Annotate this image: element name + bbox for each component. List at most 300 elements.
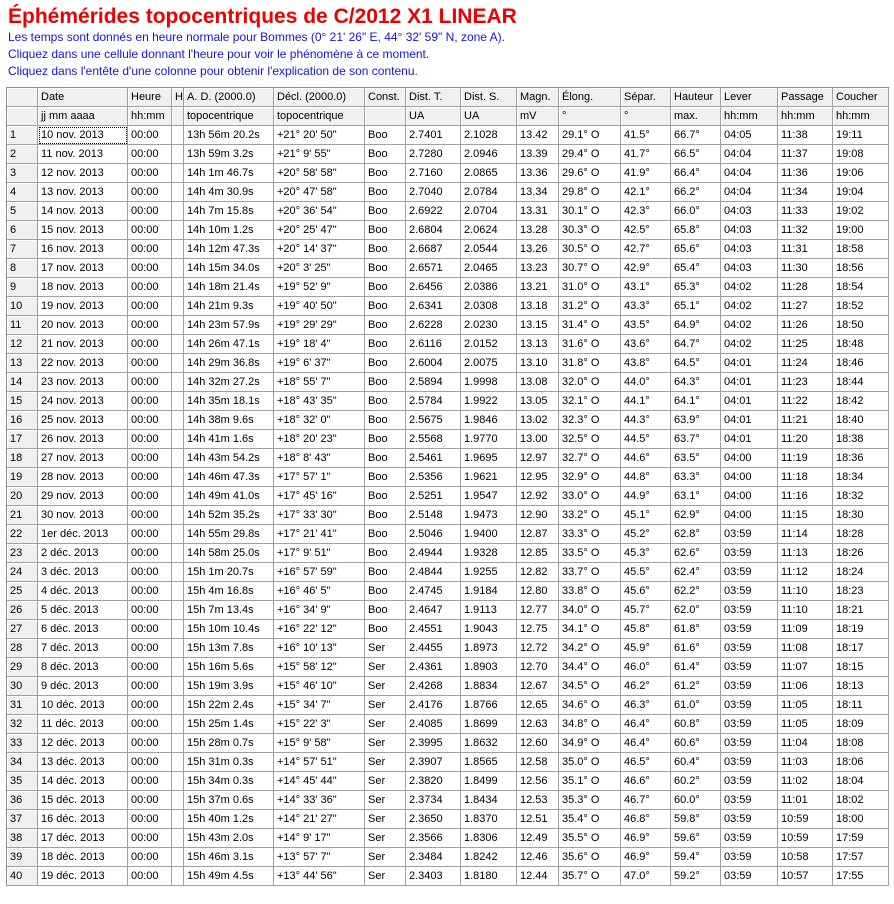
cell-set-time[interactable]: 18:54	[833, 278, 889, 297]
cell-transit-time[interactable]: 11:08	[778, 639, 833, 658]
cell-transit-time[interactable]: 11:05	[778, 696, 833, 715]
cell-separation[interactable]: 44.1°	[621, 392, 671, 411]
cell-separation[interactable]: 45.7°	[621, 601, 671, 620]
cell-earth-distance[interactable]: 2.6804	[406, 221, 461, 240]
cell-time[interactable]: 00:00	[128, 221, 172, 240]
cell-magnitude[interactable]: 12.77	[517, 601, 559, 620]
cell-set-time[interactable]: 18:21	[833, 601, 889, 620]
cell-sun-distance[interactable]: 1.8180	[461, 867, 517, 886]
cell-h-flag[interactable]	[172, 867, 184, 886]
cell-max-altitude[interactable]: 64.1°	[671, 392, 721, 411]
cell-transit-time[interactable]: 11:33	[778, 202, 833, 221]
cell-magnitude[interactable]: 12.63	[517, 715, 559, 734]
cell-elongation[interactable]: 34.4° O	[559, 658, 621, 677]
cell-set-time[interactable]: 18:06	[833, 753, 889, 772]
cell-sun-distance[interactable]: 1.8306	[461, 829, 517, 848]
cell-date[interactable]: 1er déc. 2013	[38, 525, 128, 544]
cell-rise-time[interactable]: 04:03	[721, 259, 778, 278]
cell-declination[interactable]: +16° 46' 5"	[274, 582, 365, 601]
cell-separation[interactable]: 42.1°	[621, 183, 671, 202]
cell-rise-time[interactable]: 04:01	[721, 411, 778, 430]
cell-earth-distance[interactable]: 2.6687	[406, 240, 461, 259]
cell-rise-time[interactable]: 04:01	[721, 373, 778, 392]
cell-earth-distance[interactable]: 2.3734	[406, 791, 461, 810]
cell-sun-distance[interactable]: 1.8499	[461, 772, 517, 791]
cell-set-time[interactable]: 18:02	[833, 791, 889, 810]
cell-right-ascension[interactable]: 15h 13m 7.8s	[184, 639, 274, 658]
column-unit-magnitude[interactable]: mV	[517, 107, 559, 126]
cell-magnitude[interactable]: 12.92	[517, 487, 559, 506]
cell-rise-time[interactable]: 04:04	[721, 164, 778, 183]
cell-set-time[interactable]: 19:00	[833, 221, 889, 240]
cell-elongation[interactable]: 33.5° O	[559, 544, 621, 563]
cell-separation[interactable]: 47.0°	[621, 867, 671, 886]
cell-separation[interactable]: 44.0°	[621, 373, 671, 392]
cell-max-altitude[interactable]: 59.4°	[671, 848, 721, 867]
cell-declination[interactable]: +14° 9' 17"	[274, 829, 365, 848]
column-header-transit-time[interactable]: Passage	[778, 88, 833, 107]
cell-right-ascension[interactable]: 14h 7m 15.8s	[184, 202, 274, 221]
cell-date[interactable]: 17 nov. 2013	[38, 259, 128, 278]
cell-rise-time[interactable]: 03:59	[721, 867, 778, 886]
column-unit-set-time[interactable]: hh:mm	[833, 107, 889, 126]
cell-right-ascension[interactable]: 15h 25m 1.4s	[184, 715, 274, 734]
cell-declination[interactable]: +16° 22' 12"	[274, 620, 365, 639]
cell-time[interactable]: 00:00	[128, 373, 172, 392]
cell-separation[interactable]: 46.4°	[621, 734, 671, 753]
cell-max-altitude[interactable]: 62.2°	[671, 582, 721, 601]
cell-magnitude[interactable]: 13.23	[517, 259, 559, 278]
cell-elongation[interactable]: 31.0° O	[559, 278, 621, 297]
cell-constellation[interactable]: Boo	[365, 487, 406, 506]
table-row[interactable]	[7, 582, 889, 601]
table-row[interactable]	[7, 202, 889, 221]
cell-constellation[interactable]: Ser	[365, 867, 406, 886]
cell-sun-distance[interactable]: 1.8565	[461, 753, 517, 772]
cell-max-altitude[interactable]: 63.9°	[671, 411, 721, 430]
cell-separation[interactable]: 44.8°	[621, 468, 671, 487]
cell-elongation[interactable]: 33.2° O	[559, 506, 621, 525]
column-unit-date[interactable]: jj mm aaaa	[38, 107, 128, 126]
cell-elongation[interactable]: 34.5° O	[559, 677, 621, 696]
cell-set-time[interactable]: 18:28	[833, 525, 889, 544]
cell-time[interactable]: 00:00	[128, 696, 172, 715]
cell-separation[interactable]: 45.1°	[621, 506, 671, 525]
cell-elongation[interactable]: 33.0° O	[559, 487, 621, 506]
cell-sun-distance[interactable]: 1.8973	[461, 639, 517, 658]
cell-separation[interactable]: 46.3°	[621, 696, 671, 715]
table-row[interactable]	[7, 278, 889, 297]
cell-set-time[interactable]: 18:34	[833, 468, 889, 487]
cell-transit-time[interactable]: 10:59	[778, 829, 833, 848]
cell-h-flag[interactable]	[172, 639, 184, 658]
cell-set-time[interactable]: 18:19	[833, 620, 889, 639]
cell-sun-distance[interactable]: 1.9621	[461, 468, 517, 487]
cell-set-time[interactable]: 18:38	[833, 430, 889, 449]
cell-date[interactable]: 7 déc. 2013	[38, 639, 128, 658]
table-row[interactable]	[7, 829, 889, 848]
cell-magnitude[interactable]: 13.34	[517, 183, 559, 202]
cell-constellation[interactable]: Ser	[365, 829, 406, 848]
cell-h-flag[interactable]	[172, 829, 184, 848]
cell-right-ascension[interactable]: 15h 43m 2.0s	[184, 829, 274, 848]
cell-set-time[interactable]: 19:02	[833, 202, 889, 221]
cell-date[interactable]: 8 déc. 2013	[38, 658, 128, 677]
cell-sun-distance[interactable]: 1.9998	[461, 373, 517, 392]
cell-time[interactable]: 00:00	[128, 829, 172, 848]
cell-elongation[interactable]: 32.1° O	[559, 392, 621, 411]
cell-earth-distance[interactable]: 2.4455	[406, 639, 461, 658]
cell-rise-time[interactable]: 04:04	[721, 183, 778, 202]
cell-separation[interactable]: 45.2°	[621, 525, 671, 544]
cell-elongation[interactable]: 35.3° O	[559, 791, 621, 810]
cell-sun-distance[interactable]: 1.8632	[461, 734, 517, 753]
cell-constellation[interactable]: Ser	[365, 810, 406, 829]
cell-rise-time[interactable]: 03:59	[721, 829, 778, 848]
cell-elongation[interactable]: 34.1° O	[559, 620, 621, 639]
cell-magnitude[interactable]: 12.60	[517, 734, 559, 753]
cell-date[interactable]: 15 nov. 2013	[38, 221, 128, 240]
cell-set-time[interactable]: 18:32	[833, 487, 889, 506]
cell-transit-time[interactable]: 11:38	[778, 126, 833, 145]
cell-elongation[interactable]: 34.9° O	[559, 734, 621, 753]
cell-magnitude[interactable]: 12.72	[517, 639, 559, 658]
cell-rise-time[interactable]: 04:00	[721, 506, 778, 525]
cell-constellation[interactable]: Ser	[365, 791, 406, 810]
cell-transit-time[interactable]: 11:27	[778, 297, 833, 316]
cell-magnitude[interactable]: 13.31	[517, 202, 559, 221]
cell-sun-distance[interactable]: 2.0465	[461, 259, 517, 278]
cell-date[interactable]: 26 nov. 2013	[38, 430, 128, 449]
cell-declination[interactable]: +21° 20' 50"	[274, 126, 365, 145]
table-row[interactable]	[7, 658, 889, 677]
cell-declination[interactable]: +20° 3' 25"	[274, 259, 365, 278]
cell-earth-distance[interactable]: 2.5046	[406, 525, 461, 544]
cell-elongation[interactable]: 29.4° O	[559, 145, 621, 164]
cell-transit-time[interactable]: 11:06	[778, 677, 833, 696]
cell-h-flag[interactable]	[172, 183, 184, 202]
cell-transit-time[interactable]: 11:10	[778, 601, 833, 620]
cell-set-time[interactable]: 18:17	[833, 639, 889, 658]
cell-time[interactable]: 00:00	[128, 278, 172, 297]
cell-right-ascension[interactable]: 14h 32m 27.2s	[184, 373, 274, 392]
cell-time[interactable]: 00:00	[128, 791, 172, 810]
column-header-h-flag[interactable]: H	[172, 88, 184, 107]
cell-separation[interactable]: 44.9°	[621, 487, 671, 506]
cell-transit-time[interactable]: 11:32	[778, 221, 833, 240]
cell-set-time[interactable]: 17:55	[833, 867, 889, 886]
cell-rise-time[interactable]: 04:00	[721, 449, 778, 468]
cell-separation[interactable]: 46.2°	[621, 677, 671, 696]
cell-h-flag[interactable]	[172, 240, 184, 259]
cell-earth-distance[interactable]: 2.6228	[406, 316, 461, 335]
cell-constellation[interactable]: Ser	[365, 677, 406, 696]
cell-separation[interactable]: 41.9°	[621, 164, 671, 183]
cell-elongation[interactable]: 30.3° O	[559, 221, 621, 240]
cell-rise-time[interactable]: 04:02	[721, 297, 778, 316]
cell-h-flag[interactable]	[172, 354, 184, 373]
cell-elongation[interactable]: 32.7° O	[559, 449, 621, 468]
cell-max-altitude[interactable]: 60.4°	[671, 753, 721, 772]
cell-transit-time[interactable]: 11:26	[778, 316, 833, 335]
cell-date[interactable]: 17 déc. 2013	[38, 829, 128, 848]
cell-right-ascension[interactable]: 14h 38m 9.6s	[184, 411, 274, 430]
cell-time[interactable]: 00:00	[128, 772, 172, 791]
cell-time[interactable]: 00:00	[128, 430, 172, 449]
cell-magnitude[interactable]: 12.80	[517, 582, 559, 601]
cell-separation[interactable]: 45.8°	[621, 620, 671, 639]
cell-elongation[interactable]: 31.6° O	[559, 335, 621, 354]
cell-rise-time[interactable]: 04:01	[721, 354, 778, 373]
column-header-constellation[interactable]: Const.	[365, 88, 406, 107]
cell-right-ascension[interactable]: 15h 4m 16.8s	[184, 582, 274, 601]
cell-max-altitude[interactable]: 62.8°	[671, 525, 721, 544]
cell-max-altitude[interactable]: 61.0°	[671, 696, 721, 715]
cell-declination[interactable]: +20° 47' 58"	[274, 183, 365, 202]
cell-rise-time[interactable]: 03:59	[721, 582, 778, 601]
cell-magnitude[interactable]: 13.13	[517, 335, 559, 354]
cell-separation[interactable]: 42.3°	[621, 202, 671, 221]
cell-separation[interactable]: 44.3°	[621, 411, 671, 430]
cell-earth-distance[interactable]: 2.3995	[406, 734, 461, 753]
cell-sun-distance[interactable]: 2.1028	[461, 126, 517, 145]
cell-sun-distance[interactable]: 2.0152	[461, 335, 517, 354]
cell-max-altitude[interactable]: 64.5°	[671, 354, 721, 373]
cell-magnitude[interactable]: 12.90	[517, 506, 559, 525]
cell-transit-time[interactable]: 11:02	[778, 772, 833, 791]
cell-right-ascension[interactable]: 15h 28m 0.7s	[184, 734, 274, 753]
cell-earth-distance[interactable]: 2.3820	[406, 772, 461, 791]
column-unit-earth-distance[interactable]: UA	[406, 107, 461, 126]
cell-constellation[interactable]: Boo	[365, 297, 406, 316]
cell-time[interactable]: 00:00	[128, 848, 172, 867]
cell-rise-time[interactable]: 04:02	[721, 316, 778, 335]
cell-separation[interactable]: 46.9°	[621, 829, 671, 848]
cell-max-altitude[interactable]: 61.8°	[671, 620, 721, 639]
cell-max-altitude[interactable]: 59.8°	[671, 810, 721, 829]
cell-declination[interactable]: +15° 34' 7"	[274, 696, 365, 715]
cell-right-ascension[interactable]: 14h 55m 29.8s	[184, 525, 274, 544]
cell-time[interactable]: 00:00	[128, 145, 172, 164]
cell-earth-distance[interactable]: 2.4361	[406, 658, 461, 677]
cell-sun-distance[interactable]: 1.9400	[461, 525, 517, 544]
cell-date[interactable]: 10 déc. 2013	[38, 696, 128, 715]
cell-earth-distance[interactable]: 2.5356	[406, 468, 461, 487]
cell-separation[interactable]: 46.0°	[621, 658, 671, 677]
cell-rise-time[interactable]: 04:01	[721, 392, 778, 411]
column-header-time[interactable]: Heure	[128, 88, 172, 107]
cell-rise-time[interactable]: 03:59	[721, 658, 778, 677]
cell-sun-distance[interactable]: 2.0308	[461, 297, 517, 316]
column-header-separation[interactable]: Sépar.	[621, 88, 671, 107]
cell-elongation[interactable]: 34.2° O	[559, 639, 621, 658]
cell-separation[interactable]: 43.5°	[621, 316, 671, 335]
cell-date[interactable]: 15 déc. 2013	[38, 791, 128, 810]
cell-magnitude[interactable]: 12.65	[517, 696, 559, 715]
cell-right-ascension[interactable]: 14h 35m 18.1s	[184, 392, 274, 411]
cell-earth-distance[interactable]: 2.4176	[406, 696, 461, 715]
cell-max-altitude[interactable]: 66.0°	[671, 202, 721, 221]
cell-date[interactable]: 24 nov. 2013	[38, 392, 128, 411]
cell-declination[interactable]: +18° 55' 7"	[274, 373, 365, 392]
cell-sun-distance[interactable]: 1.8434	[461, 791, 517, 810]
cell-magnitude[interactable]: 12.82	[517, 563, 559, 582]
cell-transit-time[interactable]: 11:04	[778, 734, 833, 753]
cell-set-time[interactable]: 18:00	[833, 810, 889, 829]
cell-time[interactable]: 00:00	[128, 259, 172, 278]
cell-set-time[interactable]: 18:40	[833, 411, 889, 430]
cell-h-flag[interactable]	[172, 145, 184, 164]
cell-elongation[interactable]: 31.2° O	[559, 297, 621, 316]
cell-declination[interactable]: +19° 6' 37"	[274, 354, 365, 373]
cell-right-ascension[interactable]: 14h 58m 25.0s	[184, 544, 274, 563]
column-header-elongation[interactable]: Élong.	[559, 88, 621, 107]
cell-earth-distance[interactable]: 2.6116	[406, 335, 461, 354]
cell-earth-distance[interactable]: 2.5251	[406, 487, 461, 506]
cell-set-time[interactable]: 18:58	[833, 240, 889, 259]
table-row[interactable]	[7, 715, 889, 734]
cell-magnitude[interactable]: 12.46	[517, 848, 559, 867]
cell-rise-time[interactable]: 03:59	[721, 772, 778, 791]
cell-earth-distance[interactable]: 2.7280	[406, 145, 461, 164]
cell-right-ascension[interactable]: 15h 7m 13.4s	[184, 601, 274, 620]
cell-time[interactable]: 00:00	[128, 582, 172, 601]
cell-right-ascension[interactable]: 14h 41m 1.6s	[184, 430, 274, 449]
cell-elongation[interactable]: 35.4° O	[559, 810, 621, 829]
cell-constellation[interactable]: Boo	[365, 278, 406, 297]
cell-right-ascension[interactable]: 15h 16m 5.6s	[184, 658, 274, 677]
cell-right-ascension[interactable]: 15h 19m 3.9s	[184, 677, 274, 696]
cell-max-altitude[interactable]: 65.3°	[671, 278, 721, 297]
cell-right-ascension[interactable]: 15h 10m 10.4s	[184, 620, 274, 639]
cell-declination[interactable]: +14° 57' 51"	[274, 753, 365, 772]
cell-h-flag[interactable]	[172, 164, 184, 183]
cell-separation[interactable]: 46.5°	[621, 753, 671, 772]
cell-right-ascension[interactable]: 14h 23m 57.9s	[184, 316, 274, 335]
cell-earth-distance[interactable]: 2.4551	[406, 620, 461, 639]
column-unit-separation[interactable]: °	[621, 107, 671, 126]
cell-set-time[interactable]: 18:13	[833, 677, 889, 696]
cell-date[interactable]: 20 nov. 2013	[38, 316, 128, 335]
cell-time[interactable]: 00:00	[128, 202, 172, 221]
cell-h-flag[interactable]	[172, 411, 184, 430]
cell-transit-time[interactable]: 11:23	[778, 373, 833, 392]
cell-date[interactable]: 3 déc. 2013	[38, 563, 128, 582]
cell-time[interactable]: 00:00	[128, 411, 172, 430]
cell-earth-distance[interactable]: 2.5784	[406, 392, 461, 411]
cell-h-flag[interactable]	[172, 544, 184, 563]
cell-elongation[interactable]: 32.9° O	[559, 468, 621, 487]
cell-max-altitude[interactable]: 66.2°	[671, 183, 721, 202]
cell-right-ascension[interactable]: 14h 43m 54.2s	[184, 449, 274, 468]
cell-h-flag[interactable]	[172, 278, 184, 297]
table-row[interactable]	[7, 544, 889, 563]
cell-set-time[interactable]: 18:52	[833, 297, 889, 316]
cell-transit-time[interactable]: 11:16	[778, 487, 833, 506]
cell-date[interactable]: 2 déc. 2013	[38, 544, 128, 563]
cell-rise-time[interactable]: 04:00	[721, 487, 778, 506]
table-row[interactable]	[7, 525, 889, 544]
cell-separation[interactable]: 42.7°	[621, 240, 671, 259]
cell-time[interactable]: 00:00	[128, 297, 172, 316]
cell-elongation[interactable]: 35.6° O	[559, 848, 621, 867]
cell-right-ascension[interactable]: 15h 49m 4.5s	[184, 867, 274, 886]
table-row[interactable]	[7, 468, 889, 487]
cell-h-flag[interactable]	[172, 620, 184, 639]
cell-time[interactable]: 00:00	[128, 715, 172, 734]
cell-rise-time[interactable]: 03:59	[721, 696, 778, 715]
cell-transit-time[interactable]: 11:31	[778, 240, 833, 259]
cell-earth-distance[interactable]: 2.3403	[406, 867, 461, 886]
cell-declination[interactable]: +17° 9' 51"	[274, 544, 365, 563]
cell-sun-distance[interactable]: 2.0386	[461, 278, 517, 297]
cell-max-altitude[interactable]: 60.6°	[671, 734, 721, 753]
cell-right-ascension[interactable]: 15h 37m 0.6s	[184, 791, 274, 810]
cell-constellation[interactable]: Boo	[365, 449, 406, 468]
cell-right-ascension[interactable]: 15h 34m 0.3s	[184, 772, 274, 791]
cell-transit-time[interactable]: 11:34	[778, 183, 833, 202]
table-row[interactable]	[7, 145, 889, 164]
cell-declination[interactable]: +20° 14' 37"	[274, 240, 365, 259]
cell-earth-distance[interactable]: 2.4085	[406, 715, 461, 734]
cell-sun-distance[interactable]: 1.8242	[461, 848, 517, 867]
cell-date[interactable]: 4 déc. 2013	[38, 582, 128, 601]
table-row[interactable]	[7, 487, 889, 506]
cell-constellation[interactable]: Boo	[365, 525, 406, 544]
cell-magnitude[interactable]: 12.70	[517, 658, 559, 677]
cell-max-altitude[interactable]: 59.6°	[671, 829, 721, 848]
cell-rise-time[interactable]: 03:59	[721, 525, 778, 544]
cell-declination[interactable]: +20° 58' 58"	[274, 164, 365, 183]
cell-transit-time[interactable]: 11:37	[778, 145, 833, 164]
cell-h-flag[interactable]	[172, 677, 184, 696]
cell-elongation[interactable]: 33.3° O	[559, 525, 621, 544]
cell-magnitude[interactable]: 12.97	[517, 449, 559, 468]
cell-earth-distance[interactable]: 2.6341	[406, 297, 461, 316]
cell-date[interactable]: 11 nov. 2013	[38, 145, 128, 164]
cell-set-time[interactable]: 18:56	[833, 259, 889, 278]
cell-time[interactable]: 00:00	[128, 734, 172, 753]
cell-date[interactable]: 22 nov. 2013	[38, 354, 128, 373]
cell-constellation[interactable]: Boo	[365, 468, 406, 487]
cell-sun-distance[interactable]: 1.8370	[461, 810, 517, 829]
cell-transit-time[interactable]: 11:14	[778, 525, 833, 544]
cell-date[interactable]: 19 déc. 2013	[38, 867, 128, 886]
cell-transit-time[interactable]: 11:25	[778, 335, 833, 354]
cell-declination[interactable]: +14° 45' 44"	[274, 772, 365, 791]
cell-sun-distance[interactable]: 1.9770	[461, 430, 517, 449]
column-unit-h-flag[interactable]	[172, 107, 184, 126]
cell-constellation[interactable]: Boo	[365, 601, 406, 620]
cell-set-time[interactable]: 18:23	[833, 582, 889, 601]
cell-date[interactable]: 16 nov. 2013	[38, 240, 128, 259]
cell-magnitude[interactable]: 12.87	[517, 525, 559, 544]
cell-max-altitude[interactable]: 65.6°	[671, 240, 721, 259]
cell-magnitude[interactable]: 12.85	[517, 544, 559, 563]
cell-magnitude[interactable]: 12.49	[517, 829, 559, 848]
cell-separation[interactable]: 46.9°	[621, 848, 671, 867]
table-row[interactable]	[7, 696, 889, 715]
cell-elongation[interactable]: 35.0° O	[559, 753, 621, 772]
cell-sun-distance[interactable]: 2.0624	[461, 221, 517, 240]
cell-date[interactable]: 12 déc. 2013	[38, 734, 128, 753]
cell-max-altitude[interactable]: 59.2°	[671, 867, 721, 886]
cell-sun-distance[interactable]: 1.9328	[461, 544, 517, 563]
cell-magnitude[interactable]: 12.67	[517, 677, 559, 696]
cell-h-flag[interactable]	[172, 715, 184, 734]
cell-separation[interactable]: 46.8°	[621, 810, 671, 829]
cell-transit-time[interactable]: 11:22	[778, 392, 833, 411]
